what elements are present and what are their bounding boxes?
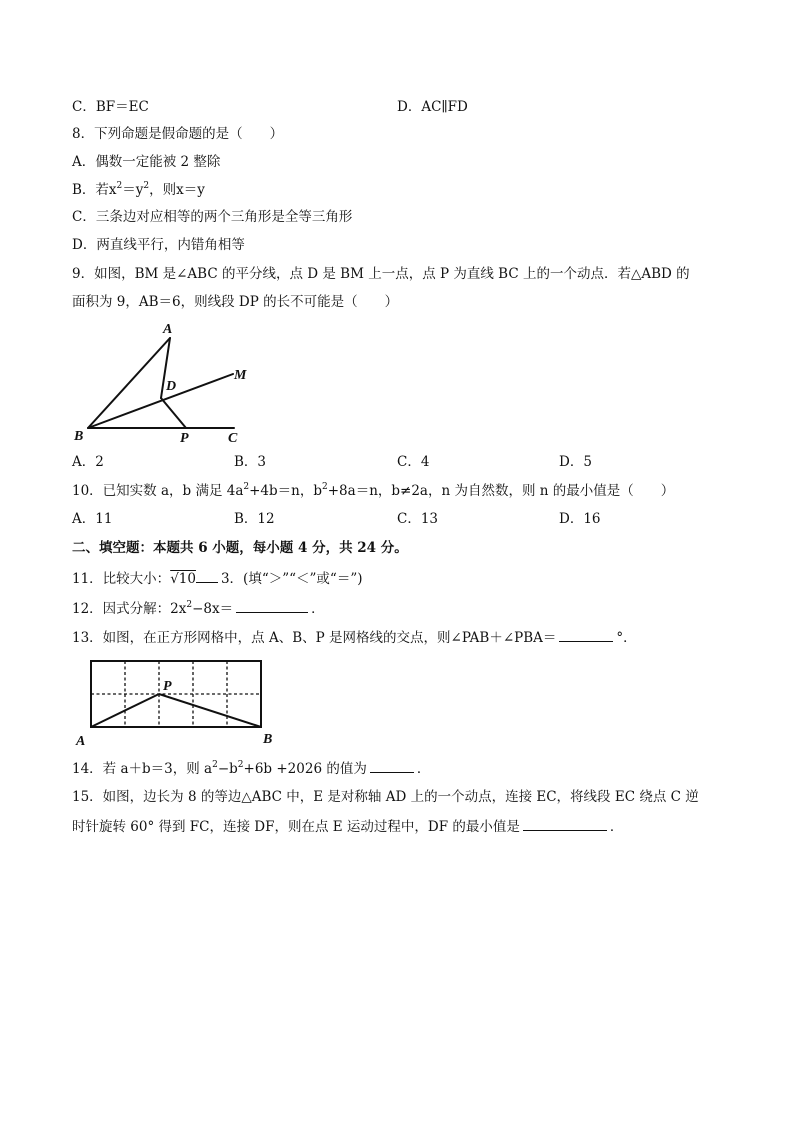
q15-stem-line1: 15．如图，边长为 8 的等边△ABC 中，E 是对称轴 AD 上的一个动点，连接 EC，将线段 EC 绕点 C 逆 <box>72 789 699 805</box>
q8-option-c: C．三条边对应相等的两个三角形是全等三角形 <box>72 209 353 225</box>
q14-answer-blank[interactable] <box>370 758 414 773</box>
q7-option-c: C．BF＝EC <box>72 99 149 115</box>
q9-stem-line1: 9．如图，BM 是∠ABC 的平分线，点 D 是 BM 上一点，点 P 为直线 BC 上的一个动点．若△ABD 的 <box>72 266 690 282</box>
q7-option-d: D．AC∥FD <box>397 99 468 115</box>
q15-answer-blank[interactable] <box>523 816 607 831</box>
q10-option-a: A．11 <box>72 511 113 527</box>
q9-option-c: C．4 <box>397 454 430 470</box>
q9-option-a: A．2 <box>72 454 104 470</box>
q9-label-m: M <box>234 368 247 383</box>
q9-label-d: D <box>166 379 177 394</box>
q11-radical: √10 <box>170 571 196 587</box>
q10-stem: 10．已知实数 a，b 满足 $4a^2+4b=n$，$b^2+8a=n$，b≠2a，n 为自然数，则 n 的最小值是（ ） <box>72 482 675 499</box>
q12-answer-blank[interactable] <box>236 598 308 613</box>
q15-stem-line2: 时针旋转 60° 得到 FC，连接 DF，则在点 E 运动过程中，DF 的最小值是 ． <box>72 816 623 837</box>
section-heading: 二、填空题：本题共 6 小题，每小题 4 分，共 24 分。 <box>72 540 408 556</box>
q11-stem: 11．比较大小：√10 3．(填“＞”“＜”或“＝”) <box>72 568 363 589</box>
q8-option-b: B．若$x^2=y^2$，则x＝y <box>72 181 205 198</box>
q10-option-b: B．12 <box>234 511 275 527</box>
q9-ray-bm <box>88 374 233 428</box>
q9-option-b: B．3 <box>234 454 267 470</box>
q10-option-c: C．13 <box>397 511 439 527</box>
q9-label-a: A <box>163 322 173 337</box>
q13-answer-blank[interactable] <box>559 627 613 642</box>
q13-label-p: P <box>163 679 172 694</box>
q9-label-c: C <box>228 431 238 446</box>
q9-segment-dp <box>161 398 186 428</box>
q14-stem: 14．若 a＋b＝3，则 $a^2-b^2+6b +2026$ 的值为 ． <box>72 760 431 777</box>
q12-stem: 12．因式分解：$2x^2-8x=$ ． <box>72 600 325 617</box>
q13-grid-figure <box>70 654 285 748</box>
q9-option-d: D．5 <box>559 454 592 470</box>
q8-option-d: D．两直线平行，内错角相等 <box>72 237 245 253</box>
q9-figure <box>70 318 260 448</box>
q8-stem: 8．下列命题是假命题的是（ ） <box>72 126 284 142</box>
q11-answer-blank[interactable] <box>196 568 218 583</box>
q8-option-a: A．偶数一定能被 2 整除 <box>72 154 221 170</box>
q13-label-b: B <box>263 732 273 747</box>
q10-option-d: D．16 <box>559 511 601 527</box>
q9-stem-line2: 面积为 9，AB＝6，则线段 DP 的长不可能是（ ） <box>72 294 399 310</box>
q13-label-a: A <box>76 734 86 748</box>
q13-stem: 13．如图，在正方形网格中，点 A、B、P 是网格线的交点，则∠PAB＋∠PBA＝ °． <box>72 627 637 648</box>
q9-label-b: B <box>74 429 84 444</box>
q9-label-p: P <box>180 431 189 446</box>
q9-segment-ba <box>88 338 170 428</box>
q13-segment-pb <box>159 694 261 727</box>
